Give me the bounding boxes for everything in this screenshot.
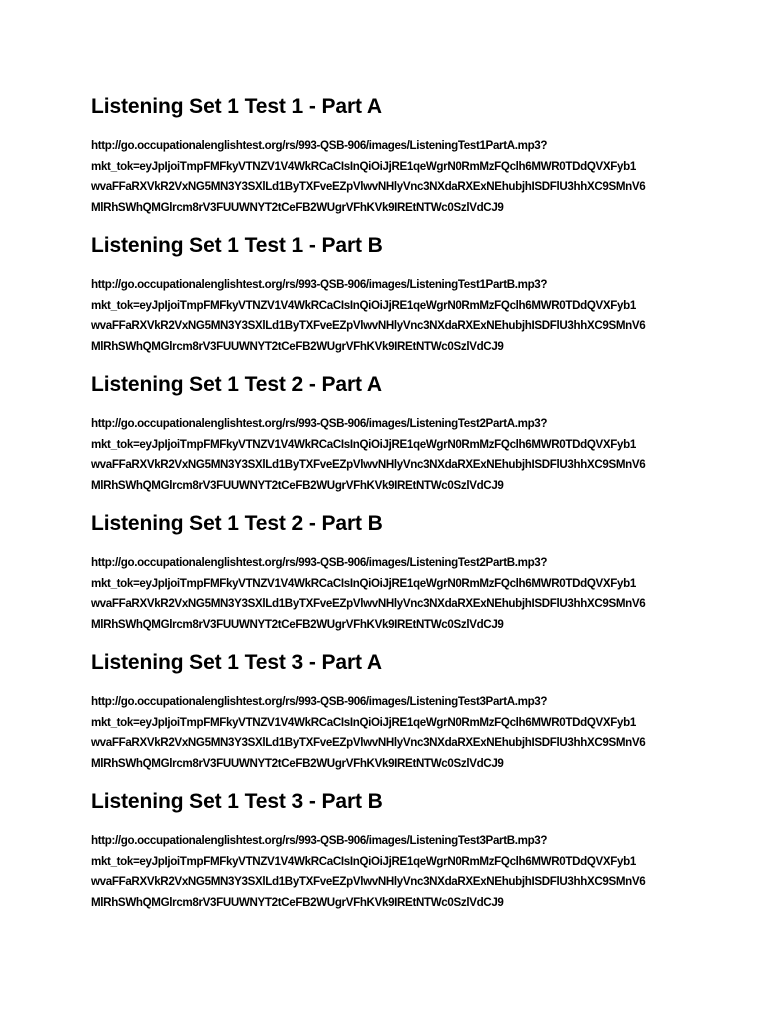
link-line: wvaFFaRXVkR2VxNG5MN3Y3SXlLd1ByTXFveEZpVlwvNHlyVnc3NXdaRXExNEhubjhISDFlU3hhXC9SMnV6 bbox=[91, 458, 646, 471]
link-line: wvaFFaRXVkR2VxNG5MN3Y3SXlLd1ByTXFveEZpVlwvNHlyVnc3NXdaRXExNEhubjhISDFlU3hhXC9SMnV6 bbox=[91, 736, 646, 749]
link-line: MlRhSWhQMGlrcm8rV3FUUWNYT2tCeFB2WUgrVFhKVk9IREtNTWc0SzlVdCJ9 bbox=[91, 478, 504, 492]
section-test1-part-a bbox=[91, 92, 708, 231]
link-line: mkt_tok=eyJpIjoiTmpFMFkyVTNZV1V4WkRCaCIsInQiOiJjRE1qeWgrN0RmMzFQclh6MWR0TDdQVXFyb1 bbox=[91, 437, 636, 451]
section-test3-part-b bbox=[91, 787, 708, 926]
section-heading: Listening Set 1 Test 3 - Part A bbox=[91, 651, 382, 674]
audio-link[interactable] bbox=[91, 692, 708, 774]
section-test2-part-a bbox=[91, 370, 708, 509]
link-line: http://go.occupationalenglishtest.org/rs/993-QSB-906/images/ListeningTest1PartB.mp3? bbox=[91, 278, 548, 291]
section-heading: Listening Set 1 Test 2 - Part A bbox=[91, 373, 382, 396]
link-line: MlRhSWhQMGlrcm8rV3FUUWNYT2tCeFB2WUgrVFhKVk9IREtNTWc0SzlVdCJ9 bbox=[91, 200, 504, 214]
section-test1-part-b bbox=[91, 231, 708, 370]
link-line: mkt_tok=eyJpIjoiTmpFMFkyVTNZV1V4WkRCaCIsInQiOiJjRE1qeWgrN0RmMzFQclh6MWR0TDdQVXFyb1 bbox=[91, 715, 636, 729]
link-line: MlRhSWhQMGlrcm8rV3FUUWNYT2tCeFB2WUgrVFhKVk9IREtNTWc0SzlVdCJ9 bbox=[91, 895, 504, 909]
audio-link[interactable] bbox=[91, 275, 708, 357]
link-line: http://go.occupationalenglishtest.org/rs/993-QSB-906/images/ListeningTest1PartA.mp3? bbox=[91, 139, 548, 152]
link-line: wvaFFaRXVkR2VxNG5MN3Y3SXlLd1ByTXFveEZpVlwvNHlyVnc3NXdaRXExNEhubjhISDFlU3hhXC9SMnV6 bbox=[91, 597, 646, 610]
section-test3-part-a bbox=[91, 648, 708, 787]
link-line: http://go.occupationalenglishtest.org/rs/993-QSB-906/images/ListeningTest2PartA.mp3? bbox=[91, 417, 548, 430]
link-line: mkt_tok=eyJpIjoiTmpFMFkyVTNZV1V4WkRCaCIsInQiOiJjRE1qeWgrN0RmMzFQclh6MWR0TDdQVXFyb1 bbox=[91, 576, 636, 590]
link-line: MlRhSWhQMGlrcm8rV3FUUWNYT2tCeFB2WUgrVFhKVk9IREtNTWc0SzlVdCJ9 bbox=[91, 617, 504, 631]
link-line: MlRhSWhQMGlrcm8rV3FUUWNYT2tCeFB2WUgrVFhKVk9IREtNTWc0SzlVdCJ9 bbox=[91, 756, 504, 770]
audio-link[interactable] bbox=[91, 136, 708, 218]
audio-link[interactable] bbox=[91, 831, 708, 913]
link-line: wvaFFaRXVkR2VxNG5MN3Y3SXlLd1ByTXFveEZpVlwvNHlyVnc3NXdaRXExNEhubjhISDFlU3hhXC9SMnV6 bbox=[91, 875, 646, 888]
link-line: MlRhSWhQMGlrcm8rV3FUUWNYT2tCeFB2WUgrVFhKVk9IREtNTWc0SzlVdCJ9 bbox=[91, 339, 504, 353]
audio-link[interactable] bbox=[91, 414, 708, 496]
link-line: mkt_tok=eyJpIjoiTmpFMFkyVTNZV1V4WkRCaCIsInQiOiJjRE1qeWgrN0RmMzFQclh6MWR0TDdQVXFyb1 bbox=[91, 159, 636, 173]
section-heading: Listening Set 1 Test 3 - Part B bbox=[91, 790, 383, 813]
section-test2-part-b bbox=[91, 509, 708, 648]
link-line: wvaFFaRXVkR2VxNG5MN3Y3SXlLd1ByTXFveEZpVlwvNHlyVnc3NXdaRXExNEhubjhISDFlU3hhXC9SMnV6 bbox=[91, 319, 646, 332]
link-line: http://go.occupationalenglishtest.org/rs/993-QSB-906/images/ListeningTest3PartB.mp3? bbox=[91, 834, 548, 847]
link-line: wvaFFaRXVkR2VxNG5MN3Y3SXlLd1ByTXFveEZpVlwvNHlyVnc3NXdaRXExNEhubjhISDFlU3hhXC9SMnV6 bbox=[91, 180, 646, 193]
link-line: mkt_tok=eyJpIjoiTmpFMFkyVTNZV1V4WkRCaCIsInQiOiJjRE1qeWgrN0RmMzFQclh6MWR0TDdQVXFyb1 bbox=[91, 854, 636, 868]
section-heading: Listening Set 1 Test 1 - Part A bbox=[91, 95, 382, 118]
section-heading: Listening Set 1 Test 2 - Part B bbox=[91, 512, 383, 535]
link-line: http://go.occupationalenglishtest.org/rs/993-QSB-906/images/ListeningTest3PartA.mp3? bbox=[91, 695, 548, 708]
link-line: mkt_tok=eyJpIjoiTmpFMFkyVTNZV1V4WkRCaCIsInQiOiJjRE1qeWgrN0RmMzFQclh6MWR0TDdQVXFyb1 bbox=[91, 298, 636, 312]
audio-link[interactable] bbox=[91, 553, 708, 635]
link-line: http://go.occupationalenglishtest.org/rs/993-QSB-906/images/ListeningTest2PartB.mp3? bbox=[91, 556, 548, 569]
section-heading: Listening Set 1 Test 1 - Part B bbox=[91, 234, 383, 257]
